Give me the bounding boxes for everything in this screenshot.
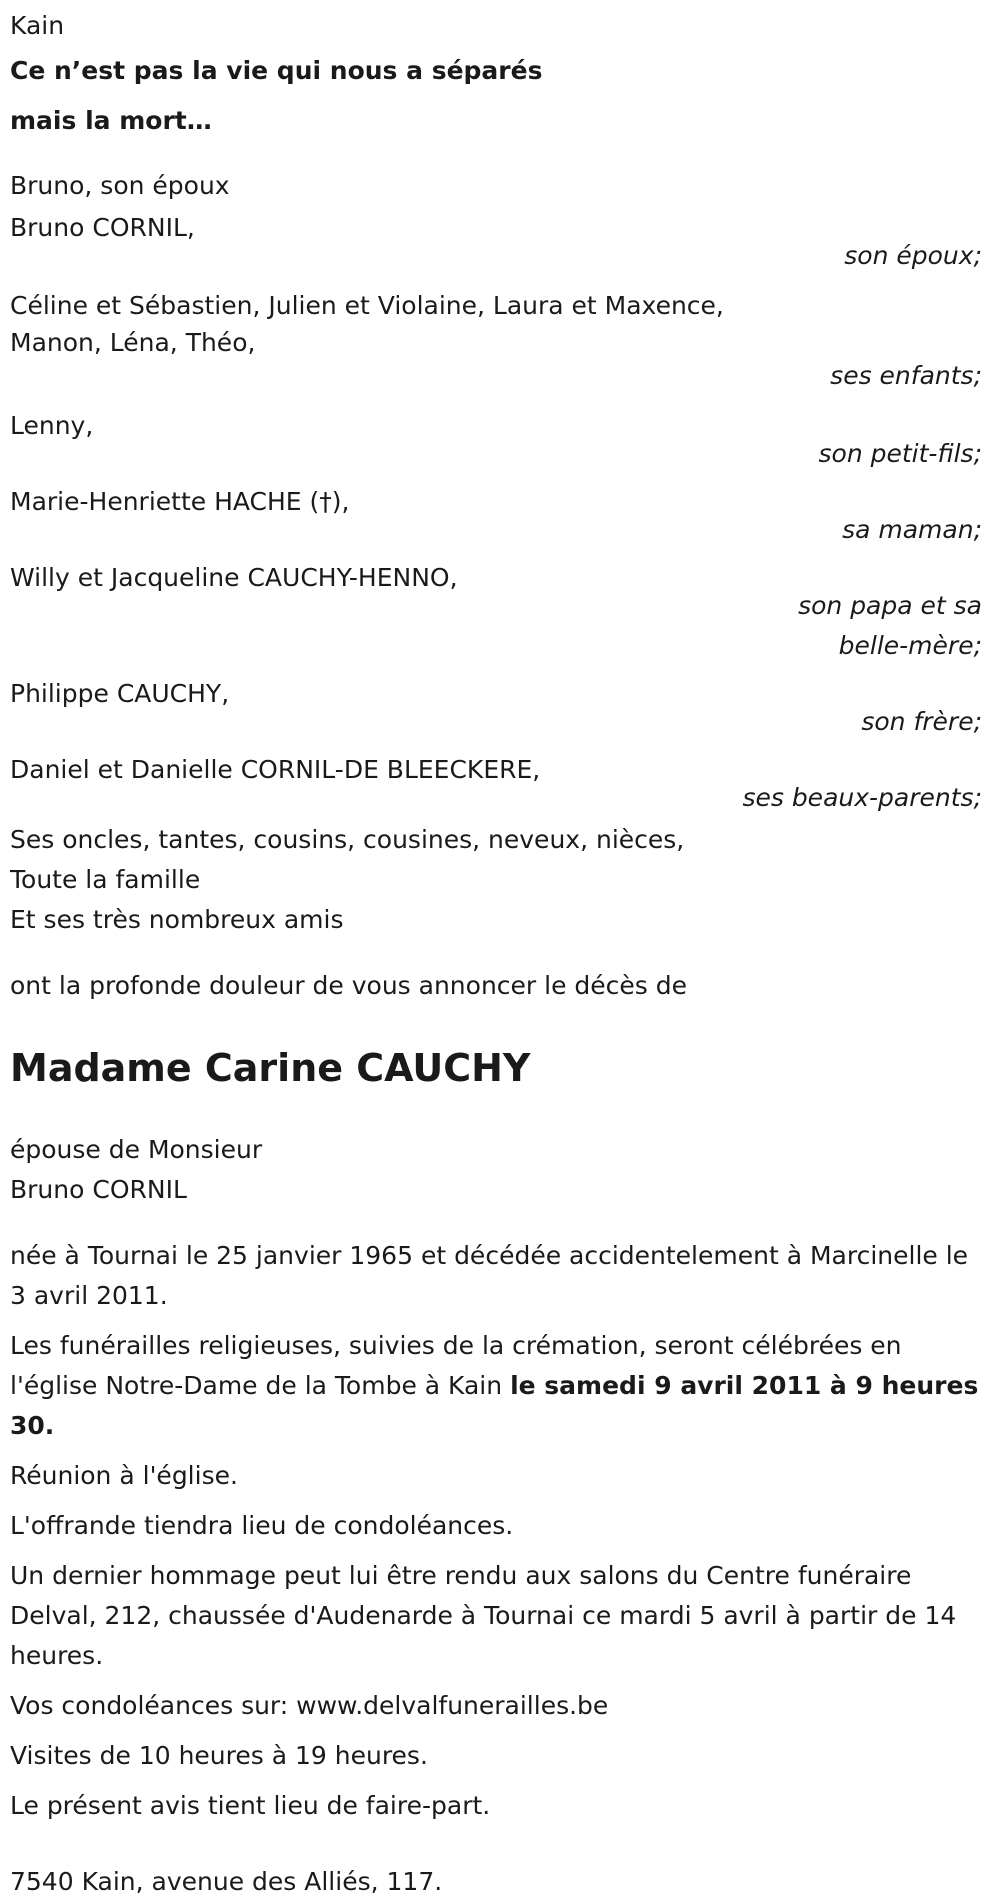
note-visites: Visites de 10 heures à 19 heures. (10, 1741, 428, 1770)
verse-line-2: mais la mort… (10, 106, 212, 135)
note-hommage: Un dernier hommage peut lui être rendu aux salons du Centre funéraire Delval, 212, chaussée d'Audenarde à Tournai ce mardi 5 avril à partir de 14 heures. (10, 1561, 957, 1670)
family-role: son petit-fils; (818, 439, 982, 468)
extended-family-line: Toute la famille (10, 865, 201, 894)
address: 7540 Kain, avenue des Alliés, 117. (10, 1867, 443, 1896)
family-entry-father (10, 558, 990, 666)
funeral-details: Les funérailles religieuses, suivies de la crémation, seront célébrées en l'église Notre-Dame de la Tombe à Kain (10, 1331, 902, 1400)
extended-family (10, 820, 990, 940)
family-role: ses beaux-parents; (742, 783, 982, 812)
note-reunion: Réunion à l'église. (10, 1461, 238, 1490)
verse-line-1: Ce n’est pas la vie qui nous a séparés (10, 56, 543, 85)
family-role: sa maman; (842, 515, 982, 544)
note-offrande: L'offrande tiendra lieu de condoléances. (10, 1511, 514, 1540)
extended-family-line: Ses oncles, tantes, cousins, cousines, neveux, nièces, (10, 825, 685, 854)
family-entry-brother (10, 674, 990, 742)
city-name: Kain (10, 11, 65, 40)
family-entry-spouse (10, 208, 990, 276)
family-intro: Bruno, son époux (10, 171, 230, 200)
family-entry-grandson (10, 406, 990, 474)
family-names: Marie-Henriette HACHE (†), (10, 487, 350, 516)
family-names: Bruno CORNIL, (10, 213, 195, 242)
family-names: Willy et Jacqueline CAUCHY-HENNO, (10, 563, 458, 592)
family-names: Céline et Sébastien, Julien et Violaine, Laura et Maxence, (10, 291, 724, 320)
family-entry-in-laws (10, 750, 990, 818)
family-entry-children (10, 286, 990, 396)
spouse-block (10, 1130, 990, 1210)
family-entry-mother (10, 482, 990, 550)
deceased-name: Madame Carine CAUCHY (10, 1046, 531, 1090)
funeral-text (10, 1326, 990, 1446)
obituary-page (0, 6, 1000, 1902)
family-names: Daniel et Danielle CORNIL-DE BLEECKERE, (10, 755, 541, 784)
extended-family-line: Et ses très nombreux amis (10, 905, 344, 934)
birth-death-text: née à Tournai le 25 janvier 1965 et décédée accidentelement à Marcinelle le 3 avril 2011. (10, 1241, 969, 1310)
note-condoleances: Vos condoléances sur: www.delvalfunerailles.be (10, 1691, 609, 1720)
announcement-text: ont la profonde douleur de vous annoncer le décès de (10, 971, 688, 1000)
spouse-line: Bruno CORNIL (10, 1175, 187, 1204)
family-role: belle-mère; (838, 631, 982, 660)
family-role: son papa et sa (798, 591, 982, 620)
family-role: son frère; (861, 707, 982, 736)
family-names: Manon, Léna, Théo, (10, 328, 256, 357)
spouse-line: épouse de Monsieur (10, 1135, 263, 1164)
family-role: son époux; (844, 241, 982, 270)
family-names: Lenny, (10, 411, 94, 440)
family-role: ses enfants; (830, 361, 982, 390)
family-names: Philippe CAUCHY, (10, 679, 230, 708)
note-faire-part: Le présent avis tient lieu de faire-part. (10, 1791, 491, 1820)
funeral-date: le samedi 9 avril 2011 à 9 heures 30. (10, 1371, 979, 1440)
